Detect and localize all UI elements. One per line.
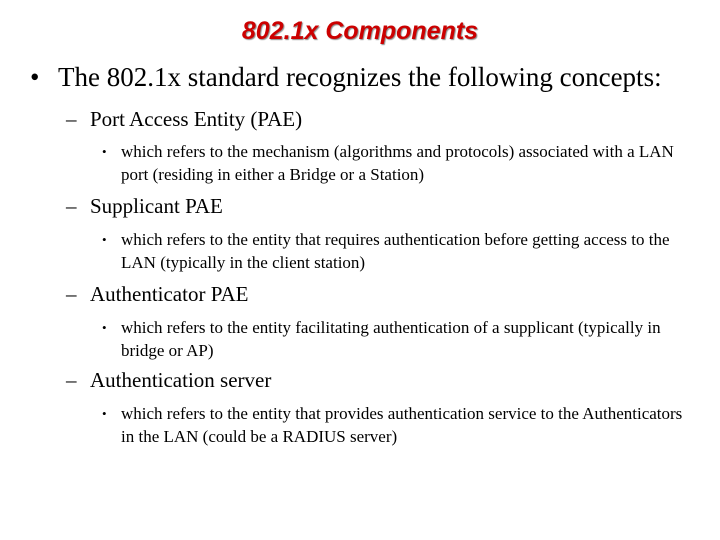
concept-item-pae xyxy=(66,107,302,132)
bullet-icon: • xyxy=(102,406,107,421)
intro-text: The 802.1x standard recognizes the following concepts: xyxy=(58,62,662,92)
intro-bullet-item xyxy=(30,62,662,93)
concept-label: Authenticator PAE xyxy=(90,282,249,306)
concept-detail-authentication-server xyxy=(102,402,692,448)
concept-item-supplicant-pae xyxy=(66,194,223,219)
dash-icon: – xyxy=(66,282,77,306)
dash-icon: – xyxy=(66,368,77,392)
concept-detail-text: which refers to the entity that requires authentication before getting access to the LAN (typically in the client station) xyxy=(121,230,670,272)
concept-label: Supplicant PAE xyxy=(90,194,223,218)
concept-detail-text: which refers to the entity that provides authentication service to the Authenticators in the LAN (could be a RADIUS server) xyxy=(121,404,683,446)
concept-detail-pae xyxy=(102,140,692,186)
dash-icon: – xyxy=(66,107,77,131)
concept-detail-text: which refers to the entity facilitating authentication of a supplicant (typically in bridge or AP) xyxy=(121,318,661,360)
slide-title: 802.1x Components xyxy=(241,17,479,45)
bullet-icon: • xyxy=(30,62,40,92)
concept-item-authentication-server xyxy=(66,368,271,393)
concept-item-authenticator-pae xyxy=(66,282,248,307)
bullet-icon: • xyxy=(102,320,107,335)
dash-icon: – xyxy=(66,194,77,218)
concept-detail-authenticator-pae xyxy=(102,316,692,362)
bullet-icon: • xyxy=(102,144,107,159)
bullet-icon: • xyxy=(102,232,107,247)
concept-label: Authentication server xyxy=(90,368,272,392)
concept-label: Port Access Entity (PAE) xyxy=(90,107,303,131)
concept-detail-supplicant-pae xyxy=(102,228,692,274)
concept-detail-text: which refers to the mechanism (algorithms and protocols) associated with a LAN port (residing in either a Bridge or a Station) xyxy=(121,142,674,184)
